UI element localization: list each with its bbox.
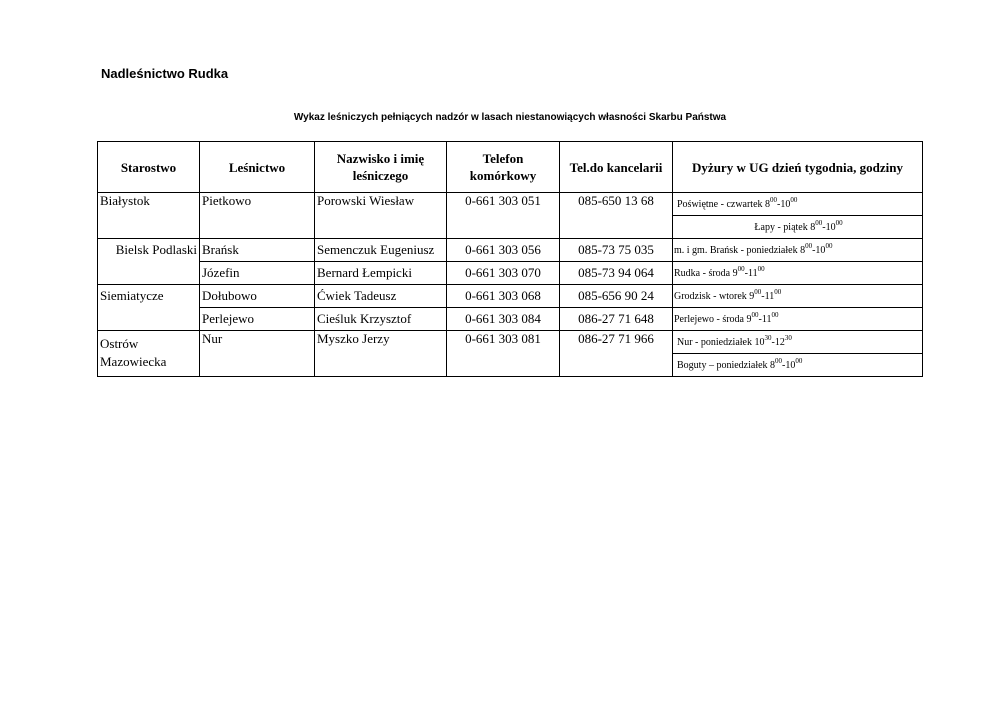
cell-telefon: 0-661 303 068 [447,285,560,308]
cell-telefon: 0-661 303 051 [447,193,560,239]
foresters-table [97,141,923,377]
table-row [98,239,923,262]
header-dyzury: Dyżury w UG dzień tygodnia, godziny [673,142,923,193]
duty-end: -11 [758,313,772,325]
duty-end: -10 [812,244,826,256]
table-row [98,193,923,216]
duty-sup-start: 30 [764,333,772,342]
duty-sup-end: 30 [784,333,792,342]
cell-lesnictwo: Nur [200,331,315,377]
duty-sup-start: 00 [815,218,823,227]
duty-sup-start: 00 [770,195,778,204]
cell-kancelaria: 086-27 71 966 [560,331,673,377]
duty-sup-end: 00 [774,287,782,296]
cell-lesnictwo: Dołubowo [200,285,315,308]
cell-dyzur [673,262,923,285]
duty-sup-start: 00 [754,287,762,296]
duty-text: Łapy - piątek 8 [754,221,816,233]
cell-nazwisko: Cieśluk Krzysztof [315,308,447,331]
duty-sup-start: 00 [751,310,759,319]
table-row [98,285,923,308]
cell-kancelaria: 085-650 13 68 [560,193,673,239]
duty-text: Perlejewo - środa 9 [674,313,752,325]
duty-text: Nur - poniedziałek 10 [677,336,765,348]
cell-dyzur [673,354,923,377]
duty-sup-end: 00 [790,195,798,204]
cell-nazwisko: Semenczuk Eugeniusz [315,239,447,262]
cell-kancelaria: 085-73 75 035 [560,239,673,262]
cell-lesnictwo: Brańsk [200,239,315,262]
duty-sup-start: 00 [737,264,745,273]
cell-starostwo: Siemiatycze [98,285,200,331]
duty-text: m. i gm. Brańsk - poniedziałek 8 [674,244,806,256]
cell-nazwisko: Ćwiek Tadeusz [315,285,447,308]
cell-telefon: 0-661 303 084 [447,308,560,331]
duty-sup-start: 00 [775,356,783,365]
duty-sup-start: 00 [805,241,813,250]
duty-text: Boguty – poniedziałek 8 [677,359,776,371]
table-row [98,331,923,354]
cell-nazwisko: Porowski Wiesław [315,193,447,239]
cell-dyzur [673,308,923,331]
cell-dyzur [673,216,923,239]
cell-nazwisko: Bernard Łempicki [315,262,447,285]
page-title: Nadleśnictwo Rudka [101,66,229,81]
duty-end: -11 [761,290,775,302]
cell-kancelaria: 085-656 90 24 [560,285,673,308]
cell-starostwo: Ostrów Mazowiecka [98,331,200,377]
cell-lesnictwo: Józefin [200,262,315,285]
header-kancelaria: Tel.do kancelarii [560,142,673,193]
duty-sup-end: 00 [757,264,765,273]
table-row [98,308,923,331]
cell-kancelaria: 086-27 71 648 [560,308,673,331]
duty-text: Poświętne - czwartek 8 [677,198,771,210]
header-lesnictwo: Leśnictwo [200,142,315,193]
header-starostwo: Starostwo [98,142,200,193]
duty-sup-end: 00 [771,310,779,319]
cell-starostwo: Białystok [98,193,200,239]
cell-lesnictwo: Pietkowo [200,193,315,239]
cell-dyzur [673,331,923,354]
cell-dyzur [673,193,923,216]
table-header-row [98,142,923,193]
duty-end: -10 [822,221,836,233]
header-telefon: Telefon komórkowy [447,142,560,193]
cell-lesnictwo: Perlejewo [200,308,315,331]
table-row [98,262,923,285]
duty-end: -12 [771,336,785,348]
cell-dyzur [673,239,923,262]
duty-sup-end: 00 [835,218,843,227]
cell-telefon: 0-661 303 081 [447,331,560,377]
header-nazwisko: Nazwisko i imię leśniczego [315,142,447,193]
duty-end: -11 [744,267,758,279]
duty-end: -10 [782,359,796,371]
duty-sup-end: 00 [825,241,833,250]
cell-dyzur [673,285,923,308]
cell-starostwo: Bielsk Podlaski [98,239,200,285]
page-subtitle: Wykaz leśniczych pełniących nadzór w lasach niestanowiących własności Skarbu Państwa [293,112,727,123]
duty-text: Rudka - środa 9 [674,267,738,279]
cell-telefon: 0-661 303 070 [447,262,560,285]
cell-telefon: 0-661 303 056 [447,239,560,262]
duty-end: -10 [777,198,791,210]
duty-text: Grodzisk - wtorek 9 [674,290,755,302]
cell-kancelaria: 085-73 94 064 [560,262,673,285]
cell-nazwisko: Myszko Jerzy [315,331,447,377]
duty-sup-end: 00 [795,356,803,365]
